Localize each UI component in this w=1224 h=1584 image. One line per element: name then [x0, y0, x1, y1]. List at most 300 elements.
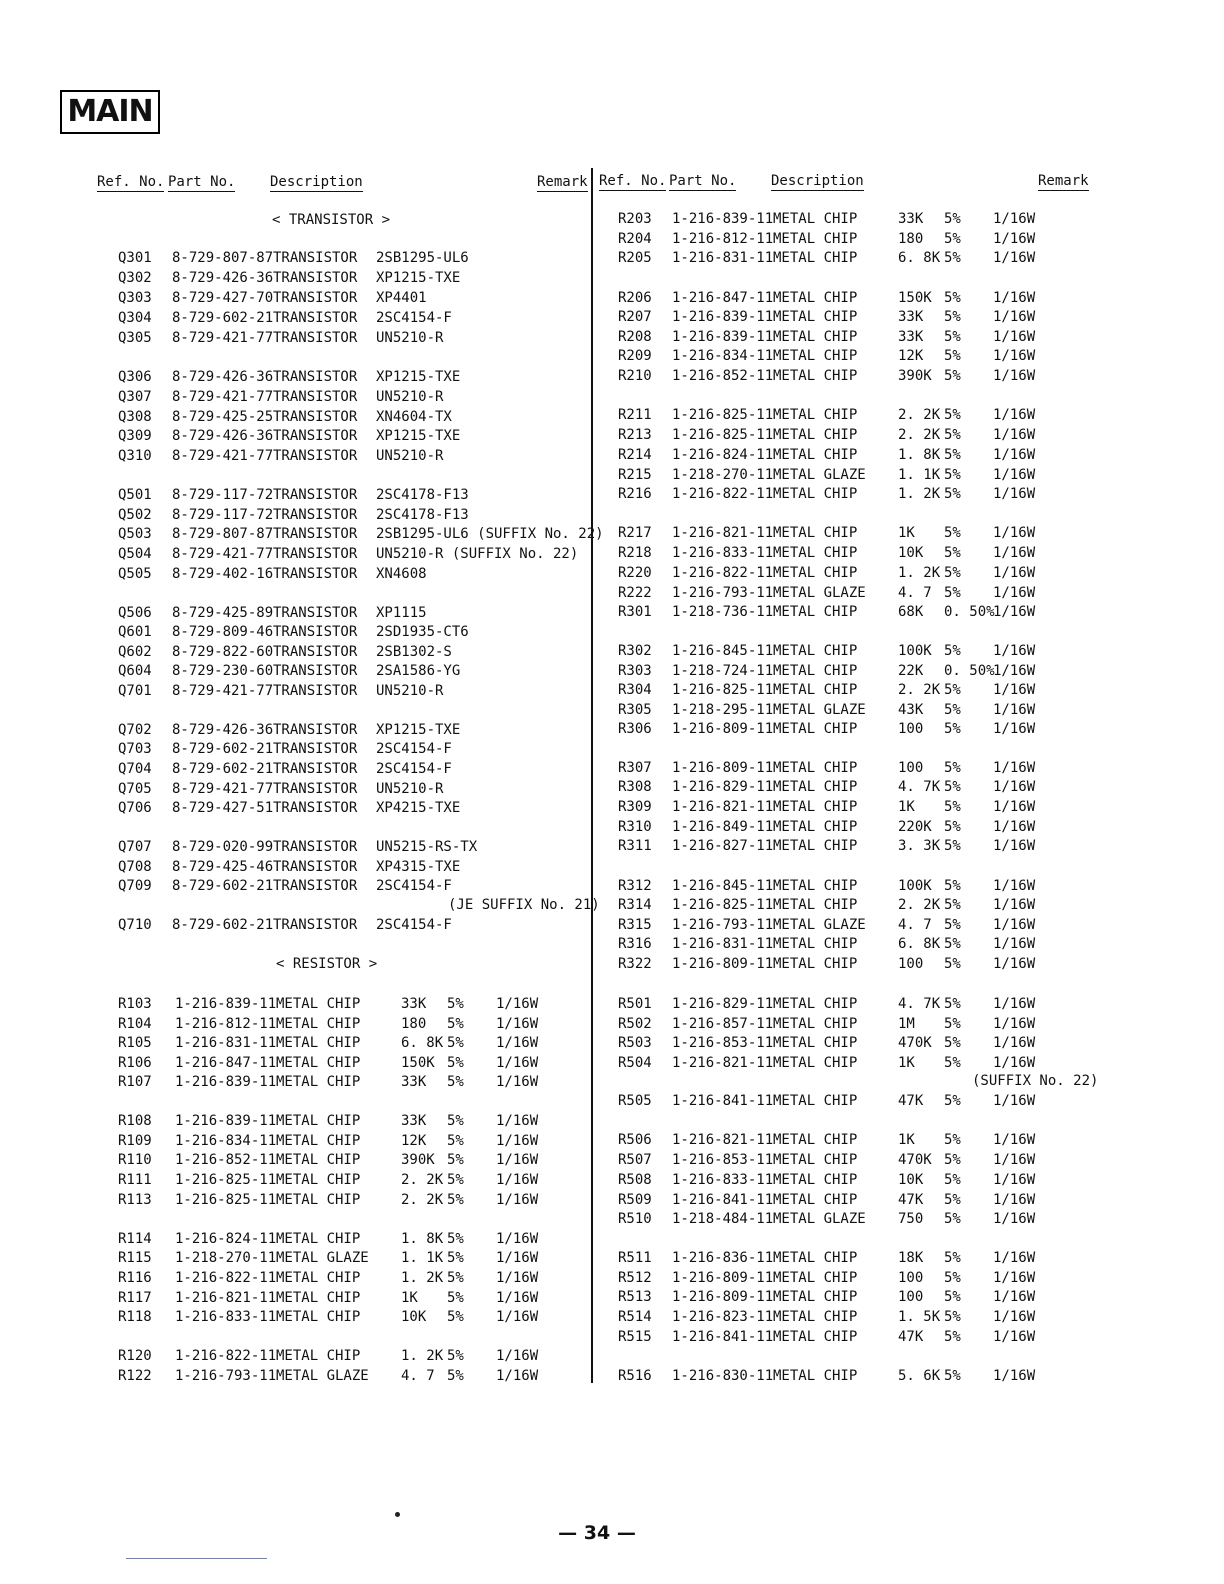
- description: METAL CHIP: [773, 1172, 858, 1188]
- resistance: 100: [898, 721, 924, 737]
- description: TRANSISTOR: [273, 546, 358, 562]
- power-rating: 1/16W: [993, 878, 1036, 894]
- description: METAL CHIP: [773, 779, 858, 795]
- part-no: 1-216-824-11: [672, 447, 774, 463]
- power-rating: 1/16W: [993, 1035, 1036, 1051]
- section-transistor: < TRANSISTOR >: [272, 212, 391, 228]
- part-no: 1-216-821-11: [672, 525, 774, 541]
- description: METAL CHIP: [773, 368, 858, 384]
- resistance: 4. 7: [898, 917, 932, 933]
- tolerance: 5%: [944, 1016, 961, 1032]
- part-no: 1-216-825-11: [175, 1192, 277, 1208]
- power-rating: 1/16W: [993, 936, 1036, 952]
- description: METAL CHIP: [773, 682, 858, 698]
- part-no: 8-729-020-99: [172, 839, 274, 855]
- part-no: 1-216-829-11: [672, 996, 774, 1012]
- description: METAL CHIP: [773, 643, 858, 659]
- ref-no: Q706: [118, 800, 152, 816]
- ref-no: R505: [618, 1093, 652, 1109]
- ref-no: R310: [618, 819, 652, 835]
- resistance: 1. 1K: [401, 1250, 444, 1266]
- power-rating: 1/16W: [993, 1172, 1036, 1188]
- ref-no: R301: [618, 604, 652, 620]
- resistance: 4. 7K: [898, 779, 941, 795]
- description: TRANSISTOR: [273, 859, 358, 875]
- resistance: 100: [898, 1270, 924, 1286]
- tolerance: 5%: [944, 936, 961, 952]
- resistance: 100: [898, 1289, 924, 1305]
- part-no: 1-216-793-11: [175, 1368, 277, 1384]
- description: TRANSISTOR: [273, 369, 358, 385]
- power-rating: 1/16W: [496, 1192, 539, 1208]
- ref-no: R222: [618, 585, 652, 601]
- header-remark-left: Remark: [537, 174, 588, 190]
- ref-no: Q304: [118, 310, 152, 326]
- ref-no: R510: [618, 1211, 652, 1227]
- part-no: 1-218-270-11: [672, 467, 774, 483]
- tolerance: 5%: [944, 486, 961, 502]
- part-no: 1-216-853-11: [672, 1035, 774, 1051]
- ref-no: R502: [618, 1016, 652, 1032]
- power-rating: 1/16W: [993, 447, 1036, 463]
- ref-no: R208: [618, 329, 652, 345]
- tolerance: 5%: [944, 447, 961, 463]
- tolerance: 5%: [944, 702, 961, 718]
- part-no: 1-216-847-11: [672, 290, 774, 306]
- resistance: 1K: [401, 1290, 418, 1306]
- ref-no: R314: [618, 897, 652, 913]
- tolerance: 5%: [944, 467, 961, 483]
- description: METAL CHIP: [773, 1309, 858, 1325]
- ref-no: Q302: [118, 270, 152, 286]
- ref-no: R205: [618, 250, 652, 266]
- resistance: 33K: [898, 309, 924, 325]
- description: TRANSISTOR: [273, 663, 358, 679]
- description: METAL CHIP: [773, 721, 858, 737]
- ref-no: R209: [618, 348, 652, 364]
- resistance: 2. 2K: [401, 1172, 444, 1188]
- power-rating: 1/16W: [993, 917, 1036, 933]
- ref-no: R514: [618, 1309, 652, 1325]
- description: METAL CHIP: [773, 407, 858, 423]
- tolerance: 5%: [944, 819, 961, 835]
- resistance: 1M: [898, 1016, 915, 1032]
- power-rating: 1/16W: [993, 643, 1036, 659]
- ref-no: Q303: [118, 290, 152, 306]
- type-value: 2SD1935-CT6: [376, 624, 469, 640]
- resistance: 10K: [898, 1172, 924, 1188]
- description: METAL CHIP: [276, 1172, 361, 1188]
- ref-no: R307: [618, 760, 652, 776]
- part-no: 8-729-426-36: [172, 722, 274, 738]
- ref-no: R207: [618, 309, 652, 325]
- description: TRANSISTOR: [273, 722, 358, 738]
- description: TRANSISTOR: [273, 310, 358, 326]
- resistance: 390K: [898, 368, 932, 384]
- tolerance: 5%: [944, 779, 961, 795]
- power-rating: 1/16W: [496, 1074, 539, 1090]
- part-no: 8-729-602-21: [172, 741, 274, 757]
- type-value: 2SA1586-YG: [376, 663, 461, 679]
- header-remark-right: Remark: [1038, 173, 1089, 189]
- part-no: 1-216-841-11: [672, 1192, 774, 1208]
- power-rating: 1/16W: [993, 779, 1036, 795]
- type-value: 2SC4154-F: [376, 917, 452, 933]
- description: TRANSISTOR: [273, 800, 358, 816]
- type-value: 2SC4154-F: [376, 741, 452, 757]
- resistance: 1. 2K: [898, 486, 941, 502]
- ref-no: R507: [618, 1152, 652, 1168]
- part-no: 8-729-822-60: [172, 644, 274, 660]
- description: METAL CHIP: [773, 604, 858, 620]
- power-rating: 1/16W: [993, 996, 1036, 1012]
- ref-no: Q709: [118, 878, 152, 894]
- ref-no: R216: [618, 486, 652, 502]
- resistance: 1K: [898, 525, 915, 541]
- part-no: 8-729-421-77: [172, 683, 274, 699]
- part-no: 8-729-425-89: [172, 605, 274, 621]
- resistance: 6. 8K: [898, 250, 941, 266]
- power-rating: 1/16W: [993, 368, 1036, 384]
- type-value: UN5210-R: [376, 448, 444, 464]
- description: METAL CHIP: [276, 1113, 361, 1129]
- description: METAL CHIP: [276, 1231, 361, 1247]
- resistance: 100K: [898, 643, 932, 659]
- description: TRANSISTOR: [273, 644, 358, 660]
- ref-no: R515: [618, 1329, 652, 1345]
- resistance: 470K: [898, 1152, 932, 1168]
- description: METAL CHIP: [276, 1074, 361, 1090]
- description: METAL CHIP: [276, 1055, 361, 1071]
- resistance: 150K: [898, 290, 932, 306]
- part-no: 8-729-230-60: [172, 663, 274, 679]
- part-no: 1-216-833-11: [672, 545, 774, 561]
- power-rating: 1/16W: [993, 1055, 1036, 1071]
- part-no: 1-216-812-11: [672, 231, 774, 247]
- description: METAL CHIP: [773, 231, 858, 247]
- description: METAL CHIP: [276, 1016, 361, 1032]
- tolerance: 5%: [944, 643, 961, 659]
- type-value: 2SC4178-F13: [376, 507, 469, 523]
- tolerance: 5%: [944, 1132, 961, 1148]
- ref-no: R504: [618, 1055, 652, 1071]
- suffix-note-q709: (JE SUFFIX No. 21): [448, 897, 600, 913]
- ref-no: R303: [618, 663, 652, 679]
- resistance: 2. 2K: [898, 897, 941, 913]
- tolerance: 5%: [944, 1289, 961, 1305]
- tolerance: 5%: [944, 231, 961, 247]
- ref-no: R118: [118, 1309, 152, 1325]
- description: TRANSISTOR: [273, 487, 358, 503]
- tolerance: 5%: [944, 1152, 961, 1168]
- power-rating: 1/16W: [993, 486, 1036, 502]
- ref-no: R105: [118, 1035, 152, 1051]
- header-part-no-left: Part No.: [168, 174, 236, 190]
- resistance: 1. 5K: [898, 1309, 941, 1325]
- tolerance: 5%: [447, 1172, 464, 1188]
- tolerance: 5%: [944, 250, 961, 266]
- power-rating: 1/16W: [993, 1016, 1036, 1032]
- resistance: 47K: [898, 1192, 924, 1208]
- description: METAL CHIP: [773, 838, 858, 854]
- power-rating: 1/16W: [993, 1368, 1036, 1384]
- description: TRANSISTOR: [273, 526, 358, 542]
- ref-no: R104: [118, 1016, 152, 1032]
- description: METAL CHIP: [276, 1192, 361, 1208]
- tolerance: 5%: [447, 1192, 464, 1208]
- part-no: 1-216-793-11: [672, 917, 774, 933]
- part-no: 1-218-295-11: [672, 702, 774, 718]
- column-divider: [591, 168, 593, 1383]
- resistance: 150K: [401, 1055, 435, 1071]
- part-no: 8-729-421-77: [172, 448, 274, 464]
- ref-no: Q708: [118, 859, 152, 875]
- description: METAL CHIP: [773, 799, 858, 815]
- power-rating: 1/16W: [993, 1132, 1036, 1148]
- description: METAL CHIP: [276, 996, 361, 1012]
- ref-no: R308: [618, 779, 652, 795]
- ref-no: Q602: [118, 644, 152, 660]
- description: METAL CHIP: [276, 1270, 361, 1286]
- tolerance: 5%: [944, 1093, 961, 1109]
- tolerance: 5%: [447, 1035, 464, 1051]
- part-no: 1-216-839-11: [175, 1074, 277, 1090]
- tolerance: 5%: [944, 368, 961, 384]
- description: METAL GLAZE: [276, 1368, 369, 1384]
- type-value: 2SB1302-S: [376, 644, 452, 660]
- power-rating: 1/16W: [496, 1055, 539, 1071]
- description: METAL CHIP: [773, 427, 858, 443]
- power-rating: 1/16W: [496, 1035, 539, 1051]
- description: METAL GLAZE: [773, 917, 866, 933]
- ref-no: R304: [618, 682, 652, 698]
- tolerance: 5%: [944, 1368, 961, 1384]
- part-no: 1-216-822-11: [672, 565, 774, 581]
- power-rating: 1/16W: [496, 1309, 539, 1325]
- tolerance: 5%: [944, 1035, 961, 1051]
- tolerance: 5%: [944, 407, 961, 423]
- type-value: UN5210-R (SUFFIX No. 22): [376, 546, 579, 562]
- ref-no: R315: [618, 917, 652, 933]
- description: METAL CHIP: [773, 1132, 858, 1148]
- scan-dot: [395, 1512, 400, 1517]
- type-value: UN5210-R: [376, 330, 444, 346]
- ref-no: Q703: [118, 741, 152, 757]
- description: METAL CHIP: [773, 663, 858, 679]
- ref-no: R211: [618, 407, 652, 423]
- ref-no: Q704: [118, 761, 152, 777]
- power-rating: 1/16W: [993, 604, 1036, 620]
- description: TRANSISTOR: [273, 330, 358, 346]
- ref-no: Q604: [118, 663, 152, 679]
- ref-no: R511: [618, 1250, 652, 1266]
- power-rating: 1/16W: [993, 682, 1036, 698]
- resistance: 180: [898, 231, 924, 247]
- part-no: 1-216-825-11: [672, 682, 774, 698]
- part-no: 1-216-793-11: [672, 585, 774, 601]
- ref-no: R204: [618, 231, 652, 247]
- ref-no: Q503: [118, 526, 152, 542]
- resistance: 2. 2K: [898, 407, 941, 423]
- description: METAL CHIP: [773, 1329, 858, 1345]
- ref-no: R509: [618, 1192, 652, 1208]
- header-ref-no-left: Ref. No.: [97, 174, 165, 190]
- ref-no: R106: [118, 1055, 152, 1071]
- power-rating: 1/16W: [993, 565, 1036, 581]
- header-part-no-right: Part No.: [669, 173, 737, 189]
- part-no: 8-729-807-87: [172, 526, 274, 542]
- description: TRANSISTOR: [273, 624, 358, 640]
- tolerance: 5%: [447, 1270, 464, 1286]
- description: TRANSISTOR: [273, 389, 358, 405]
- ref-no: R217: [618, 525, 652, 541]
- type-value: UN5210-R: [376, 389, 444, 405]
- description: METAL CHIP: [773, 956, 858, 972]
- tolerance: 5%: [944, 348, 961, 364]
- power-rating: 1/16W: [993, 819, 1036, 835]
- type-value: XN4608: [376, 566, 427, 582]
- tolerance: 5%: [944, 878, 961, 894]
- description: TRANSISTOR: [273, 250, 358, 266]
- resistance: 33K: [401, 996, 427, 1012]
- description: METAL CHIP: [773, 329, 858, 345]
- resistance: 2. 2K: [401, 1192, 444, 1208]
- ref-no: R120: [118, 1348, 152, 1364]
- power-rating: 1/16W: [496, 1113, 539, 1129]
- power-rating: 1/16W: [496, 1270, 539, 1286]
- part-no: 8-729-117-72: [172, 507, 274, 523]
- ref-no: Q505: [118, 566, 152, 582]
- part-no: 1-216-834-11: [175, 1133, 277, 1149]
- description: METAL CHIP: [276, 1035, 361, 1051]
- type-value: XP1215-TXE: [376, 369, 461, 385]
- page-number: — 34 —: [558, 1522, 636, 1544]
- description: TRANSISTOR: [273, 409, 358, 425]
- power-rating: 1/16W: [993, 585, 1036, 601]
- resistance: 2. 2K: [898, 682, 941, 698]
- ref-no: Q310: [118, 448, 152, 464]
- tolerance: 5%: [944, 1211, 961, 1227]
- suffix-note-r504: (SUFFIX No. 22): [972, 1073, 1099, 1089]
- tolerance: 5%: [944, 1250, 961, 1266]
- resistance: 1K: [898, 1132, 915, 1148]
- power-rating: 1/16W: [993, 1309, 1036, 1325]
- part-no: 1-216-833-11: [175, 1309, 277, 1325]
- tolerance: 5%: [447, 1055, 464, 1071]
- type-value: 2SC4178-F13: [376, 487, 469, 503]
- part-no: 8-729-117-72: [172, 487, 274, 503]
- power-rating: 1/16W: [993, 348, 1036, 364]
- ref-no: R206: [618, 290, 652, 306]
- description: METAL CHIP: [773, 819, 858, 835]
- tolerance: 5%: [944, 996, 961, 1012]
- tolerance: 5%: [944, 211, 961, 227]
- part-no: 8-729-421-77: [172, 781, 274, 797]
- tolerance: 5%: [447, 1250, 464, 1266]
- resistance: 5. 6K: [898, 1368, 941, 1384]
- ref-no: Q701: [118, 683, 152, 699]
- power-rating: 1/16W: [993, 1250, 1036, 1266]
- ref-no: R316: [618, 936, 652, 952]
- resistance: 10K: [401, 1309, 427, 1325]
- tolerance: 5%: [447, 1113, 464, 1129]
- description: TRANSISTOR: [273, 448, 358, 464]
- part-no: 1-216-853-11: [672, 1152, 774, 1168]
- part-no: 1-216-825-11: [175, 1172, 277, 1188]
- power-rating: 1/16W: [993, 1289, 1036, 1305]
- type-value: 2SB1295-UL6 (SUFFIX No. 22): [376, 526, 604, 542]
- description: METAL GLAZE: [773, 585, 866, 601]
- ref-no: R115: [118, 1250, 152, 1266]
- tolerance: 5%: [944, 956, 961, 972]
- part-no: 1-216-845-11: [672, 643, 774, 659]
- part-no: 8-729-602-21: [172, 761, 274, 777]
- resistance: 33K: [898, 329, 924, 345]
- part-no: 1-216-857-11: [672, 1016, 774, 1032]
- description: METAL CHIP: [773, 1055, 858, 1071]
- resistance: 1. 2K: [401, 1270, 444, 1286]
- tolerance: 5%: [944, 1329, 961, 1345]
- resistance: 1K: [898, 799, 915, 815]
- power-rating: 1/16W: [993, 329, 1036, 345]
- tolerance: 5%: [944, 309, 961, 325]
- ref-no: R512: [618, 1270, 652, 1286]
- ref-no: R503: [618, 1035, 652, 1051]
- ref-no: R312: [618, 878, 652, 894]
- ref-no: Q707: [118, 839, 152, 855]
- description: METAL CHIP: [773, 290, 858, 306]
- power-rating: 1/16W: [993, 956, 1036, 972]
- description: METAL CHIP: [773, 525, 858, 541]
- part-no: 1-216-824-11: [175, 1231, 277, 1247]
- resistance: 22K: [898, 663, 924, 679]
- ref-no: R114: [118, 1231, 152, 1247]
- resistance: 6. 8K: [401, 1035, 444, 1051]
- tolerance: 5%: [944, 897, 961, 913]
- resistance: 6. 8K: [898, 936, 941, 952]
- part-no: 1-216-830-11: [672, 1368, 774, 1384]
- description: METAL CHIP: [276, 1290, 361, 1306]
- ref-no: Q502: [118, 507, 152, 523]
- part-no: 1-216-809-11: [672, 1289, 774, 1305]
- type-value: UN5210-R: [376, 781, 444, 797]
- resistance: 1. 8K: [401, 1231, 444, 1247]
- description: TRANSISTOR: [273, 839, 358, 855]
- part-no: 8-729-421-77: [172, 546, 274, 562]
- resistance: 47K: [898, 1329, 924, 1345]
- header-ref-no-right: Ref. No.: [599, 173, 667, 189]
- resistance: 12K: [401, 1133, 427, 1149]
- resistance: 4. 7K: [898, 996, 941, 1012]
- type-value: XP1215-TXE: [376, 270, 461, 286]
- header-description-left: Description: [270, 174, 363, 190]
- part-no: 1-216-821-11: [672, 1055, 774, 1071]
- tolerance: 5%: [447, 1152, 464, 1168]
- tolerance: 5%: [447, 1231, 464, 1247]
- tolerance: 5%: [944, 565, 961, 581]
- resistance: 2. 2K: [898, 427, 941, 443]
- part-no: 8-729-421-77: [172, 330, 274, 346]
- ref-no: R116: [118, 1270, 152, 1286]
- power-rating: 1/16W: [993, 663, 1036, 679]
- description: METAL CHIP: [773, 936, 858, 952]
- part-no: 1-216-821-11: [672, 1132, 774, 1148]
- tolerance: 5%: [447, 1348, 464, 1364]
- description: METAL CHIP: [773, 486, 858, 502]
- part-no: 8-729-421-77: [172, 389, 274, 405]
- tolerance: 5%: [944, 427, 961, 443]
- part-no: 1-216-823-11: [672, 1309, 774, 1325]
